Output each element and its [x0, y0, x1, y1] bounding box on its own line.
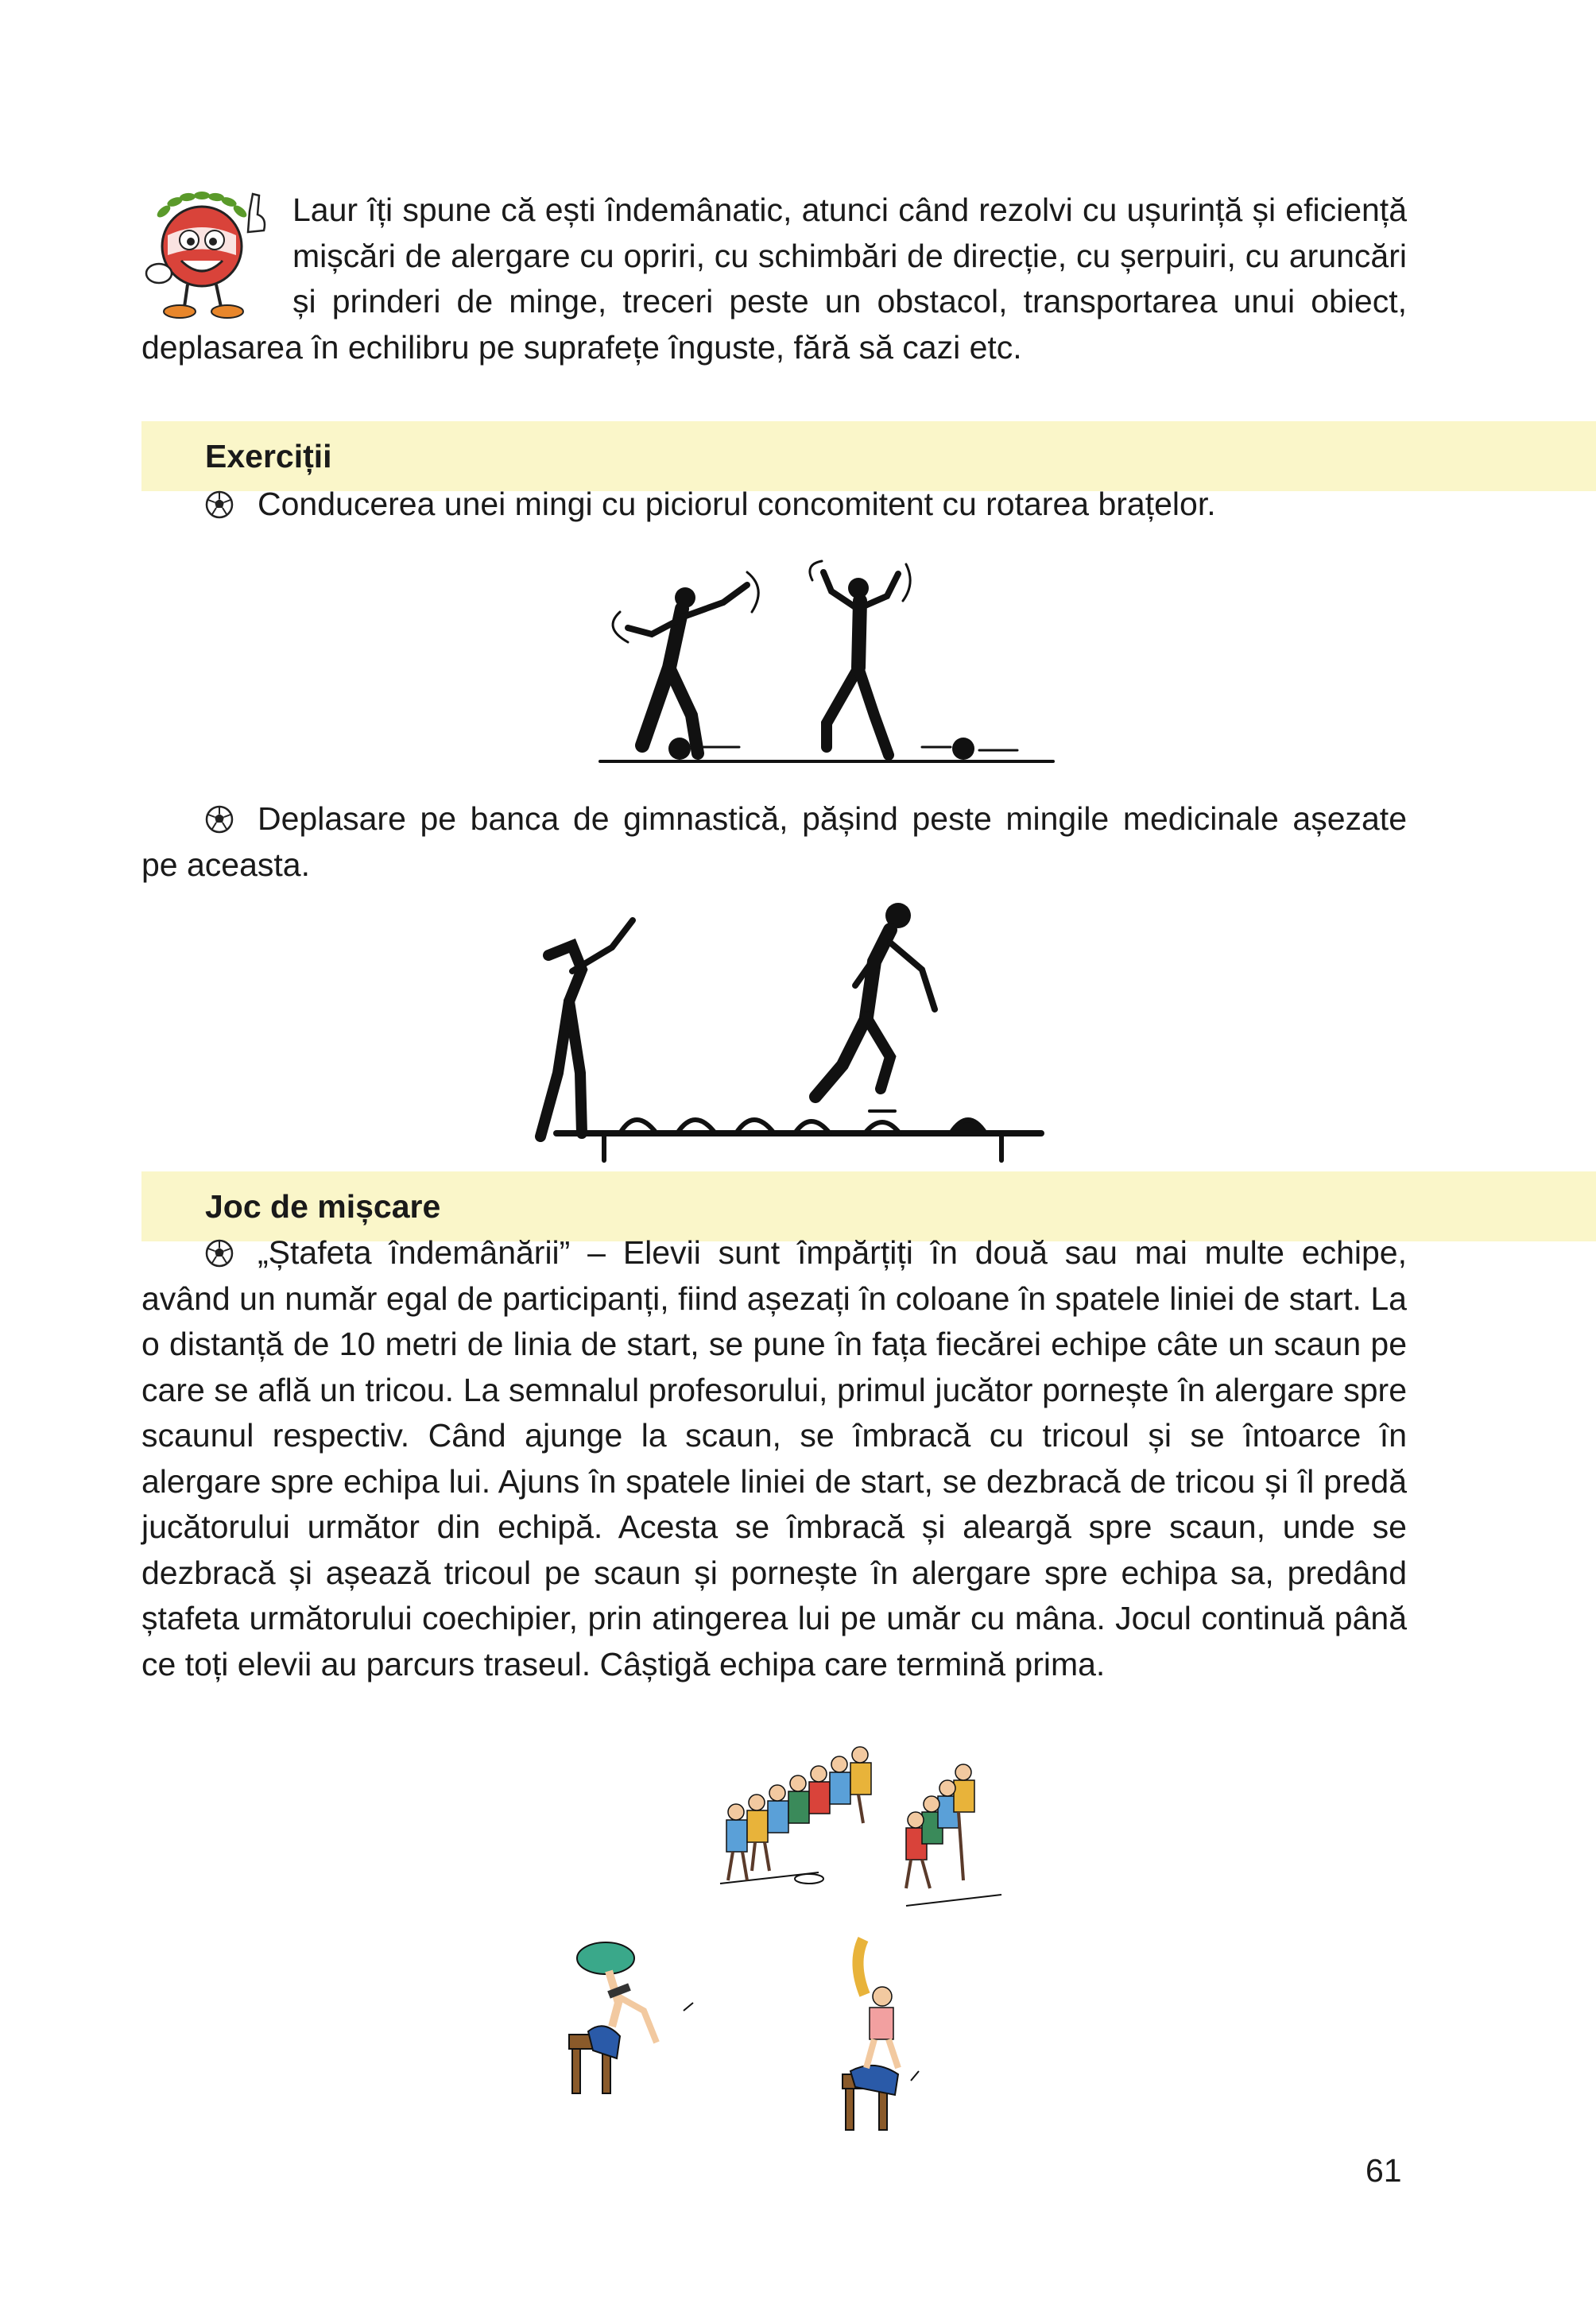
chair-runner-right — [843, 1939, 919, 2130]
game-title: Joc de mișcare — [205, 1188, 441, 1225]
team-2-group — [906, 1764, 1001, 1906]
relay-game-illustration — [556, 1725, 1017, 2138]
chair-runner-left — [569, 1942, 693, 2093]
intro-paragraph — [141, 188, 1407, 370]
soccer-ball-icon — [205, 1239, 234, 1268]
exercise-text-1: Conducerea unei mingi cu piciorul concomitent cu rotarea brațelor. — [258, 486, 1216, 522]
intro-text: Laur îți spune că ești îndemânatic, atunci când rezolvi cu ușurință și eficiență mișcări de alergare cu opriri, cu schimbări de direcție, cu șerpuiri, cu aruncări și prinderi de minge, treceri peste un obstacol, transportarea unui obiect, deplasarea în echilibru pe suprafețe înguste, fără să cazi etc. — [141, 192, 1407, 366]
mascot-spacer — [141, 188, 292, 324]
game-paragraph — [141, 1230, 1407, 1687]
bench-walking-figure-illustration — [493, 898, 1049, 1168]
game-text: „Ștafeta îndemânării” – Elevii sunt împărțiți în două sau mai multe echipe, având un număr egal de participanți, fiind așezați în coloane în spatele liniei de start. La o distanță de 10 metri de linia de start, se pune în fața fiecărei echipe câte un scaun pe care se află un tricou. La semnalul profesorului, primul jucător pornește în alergare spre scaunul respectiv. Când ajunge la scaun, se îmbracă cu tricoul și se întoarce în alergare spre echipa lui. Ajuns în spatele liniei de start, se dezbracă de tricou și îl predă jucătorului următor din echipă. Acesta se îmbracă și aleargă spre scaun, unde se dezbracă și așează tricoul pe scaun și pornește în alergare spre echipa sa, predând ștafeta următorului coechipier, prin atingerea lui pe umăr cu mâna. Jocul continuă până ce toți elevii au parcurs traseul. Câștigă echipa care termină prima. — [141, 1234, 1407, 1682]
page-number: 61 — [1366, 2152, 1402, 2189]
exercise-item-2 — [141, 796, 1407, 888]
exercise-text-2: Deplasare pe banca de gimnastică, pășind peste mingile medicinale așezate pe aceasta. — [141, 800, 1407, 883]
exercises-header-band — [141, 421, 1596, 491]
soccer-ball-icon — [205, 490, 234, 519]
exercise-item-1 — [141, 482, 1407, 528]
team-1-group — [720, 1747, 871, 1884]
exercises-title: Exerciții — [205, 438, 332, 474]
dribbling-figure-illustration — [596, 556, 1057, 771]
soccer-ball-icon — [205, 805, 234, 834]
